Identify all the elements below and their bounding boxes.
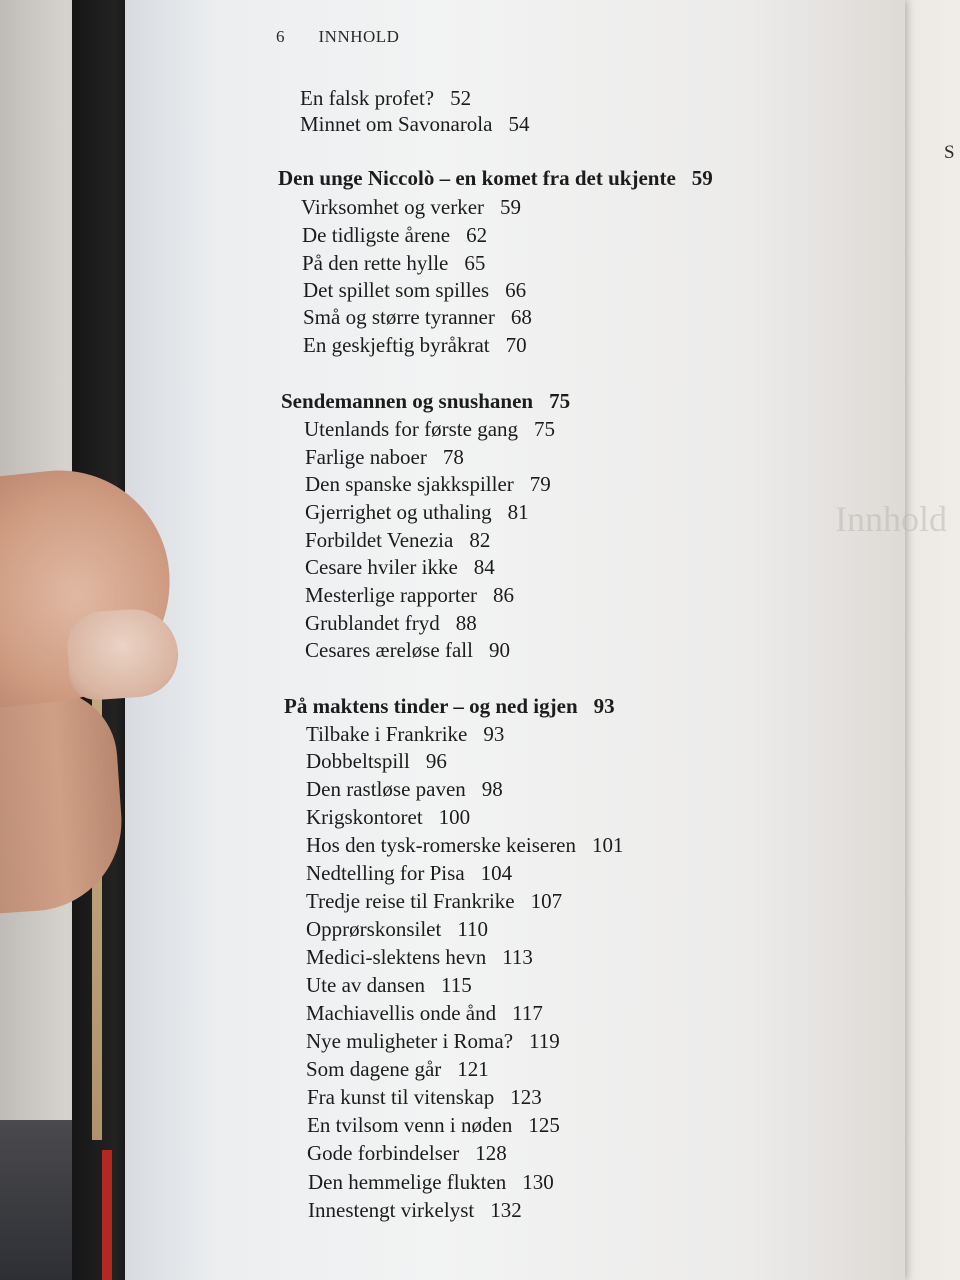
entry-title: Virksomhet og verker — [301, 195, 485, 219]
entry-page: 52 — [450, 86, 472, 110]
entry-page: 110 — [457, 917, 489, 941]
entry-title: En falsk profet? — [300, 86, 435, 110]
entry-page: 59 — [500, 195, 522, 219]
entry-page: 119 — [529, 1029, 560, 1053]
entry-page: 115 — [440, 973, 472, 997]
entry-title: Mesterlige rapporter — [305, 583, 478, 607]
entry-title: Hos den tysk-romerske keiseren — [306, 833, 577, 857]
toc-entry — [306, 1001, 543, 1026]
toc-entry — [306, 861, 512, 886]
toc-entry — [303, 278, 526, 303]
toc-entry — [305, 583, 514, 608]
entry-page: 75 — [534, 417, 556, 441]
toc-entry — [305, 528, 490, 553]
entry-title: Minnet om Savonarola — [300, 112, 493, 136]
entry-page: 88 — [455, 611, 477, 635]
entry-title: Ute av dansen — [306, 973, 425, 997]
toc-entry — [302, 223, 487, 248]
entry-title: Tredje reise til Frankrike — [306, 889, 515, 913]
toc-entry — [304, 417, 555, 442]
toc-entry — [308, 1170, 554, 1195]
entry-page: 79 — [529, 472, 551, 496]
entry-title: Som dagene går — [306, 1057, 442, 1081]
entry-title: Den rastløse paven — [306, 777, 466, 801]
toc-entry — [306, 945, 533, 970]
entry-page: 68 — [510, 305, 532, 329]
entry-page: 100 — [438, 805, 471, 829]
toc-entry — [303, 333, 527, 358]
cover-red-stripe — [102, 1150, 112, 1280]
entry-page: 90 — [488, 638, 510, 662]
entry-title: Nedtelling for Pisa — [306, 861, 465, 885]
toc-entry — [307, 1113, 560, 1138]
entry-page: 84 — [473, 555, 495, 579]
entry-title: På den rette hylle — [302, 251, 449, 275]
entry-page: 96 — [425, 749, 447, 773]
entry-title: Cesares æreløse fall — [305, 638, 473, 662]
section-title: På maktens tinder – og ned igjen — [284, 694, 578, 718]
entry-page: 78 — [442, 445, 464, 469]
toc-entry — [307, 1085, 542, 1110]
entry-page: 125 — [528, 1113, 560, 1137]
entry-page: 82 — [469, 528, 491, 552]
entry-title: Medici-slektens hevn — [306, 945, 487, 969]
toc-entry — [305, 445, 464, 470]
entry-page: 62 — [466, 223, 488, 247]
toc-entry — [306, 749, 447, 774]
section-title: Den unge Niccolò – en komet fra det ukjente — [278, 166, 676, 190]
entry-title: Den hemmelige flukten — [308, 1170, 507, 1194]
entry-title: Tilbake i Frankrike — [306, 722, 468, 746]
toc-section — [278, 166, 713, 191]
toc-entry — [300, 86, 471, 111]
entry-title: Fra kunst til vitenskap — [307, 1085, 495, 1109]
entry-page: 104 — [480, 861, 513, 885]
toc-entry — [300, 112, 529, 137]
entry-page: 81 — [507, 500, 529, 524]
entry-title: En geskjeftig byråkrat — [303, 333, 490, 357]
entry-page: 130 — [522, 1170, 554, 1194]
section-title: Sendemannen og snushanen — [281, 389, 534, 413]
running-title: INNHOLD — [318, 27, 400, 46]
toc-entry — [305, 500, 529, 525]
page-header — [276, 27, 399, 47]
toc-entry — [305, 555, 495, 580]
entry-page: 123 — [510, 1085, 542, 1109]
toc-entry — [306, 777, 503, 802]
section-page: 59 — [691, 166, 713, 190]
toc-entry — [305, 638, 510, 663]
toc-entry — [306, 833, 624, 858]
bleed-through-text: Innhold — [835, 499, 947, 539]
entry-page: 65 — [464, 251, 486, 275]
entry-title: Cesare hviler ikke — [305, 555, 458, 579]
facing-page-letter: S — [944, 142, 955, 163]
entry-page: 70 — [505, 333, 527, 357]
entry-page: 128 — [475, 1141, 507, 1165]
entry-title: Den spanske sjakkspiller — [305, 472, 514, 496]
toc-entry — [307, 1141, 507, 1166]
toc-section — [281, 389, 570, 414]
entry-page: 117 — [512, 1001, 543, 1025]
entry-title: Forbildet Venezia — [305, 528, 454, 552]
entry-title: Nye muligheter i Roma? — [306, 1029, 514, 1053]
page-number: 6 — [276, 27, 285, 46]
entry-title: Machiavellis onde ånd — [306, 1001, 497, 1025]
entry-page: 101 — [592, 833, 624, 857]
entry-page: 66 — [505, 278, 527, 302]
entry-title: Opprørskonsilet — [306, 917, 442, 941]
entry-page: 93 — [483, 722, 505, 746]
entry-page: 107 — [530, 889, 563, 913]
toc-entry — [306, 889, 562, 914]
entry-title: Krigskontoret — [306, 805, 423, 829]
toc-entry — [301, 195, 521, 220]
toc-entry — [306, 1029, 560, 1054]
entry-title: En tvilsom venn i nøden — [307, 1113, 513, 1137]
section-page: 93 — [593, 694, 615, 718]
entry-title: Det spillet som spilles — [303, 278, 490, 302]
entry-title: Gode forbindelser — [307, 1141, 460, 1165]
entry-title: Farlige naboer — [305, 445, 427, 469]
entry-page: 54 — [508, 112, 530, 136]
entry-title: De tidligste årene — [302, 223, 451, 247]
section-page: 75 — [549, 389, 571, 413]
toc-entry — [306, 722, 504, 747]
entry-title: Gjerrighet og uthaling — [305, 500, 492, 524]
entry-page: 121 — [457, 1057, 489, 1081]
toc-entry — [302, 251, 485, 276]
toc-entry — [305, 472, 551, 497]
toc-entry — [306, 805, 470, 830]
toc-entry — [305, 611, 477, 636]
entry-title: Innestengt virkelyst — [308, 1198, 475, 1222]
toc-entry — [303, 305, 532, 330]
entry-page: 98 — [481, 777, 503, 801]
toc-entry — [308, 1198, 522, 1223]
toc-section — [284, 694, 615, 719]
toc-entry — [306, 973, 472, 998]
entry-title: Grublandet fryd — [305, 611, 440, 635]
entry-page: 132 — [490, 1198, 522, 1222]
entry-title: Utenlands for første gang — [304, 417, 519, 441]
entry-title: Små og større tyranner — [303, 305, 495, 329]
toc-entry — [306, 1057, 489, 1082]
entry-title: Dobbeltspill — [306, 749, 410, 773]
entry-page: 113 — [502, 945, 533, 969]
entry-page: 86 — [493, 583, 515, 607]
toc-entry — [306, 917, 488, 942]
